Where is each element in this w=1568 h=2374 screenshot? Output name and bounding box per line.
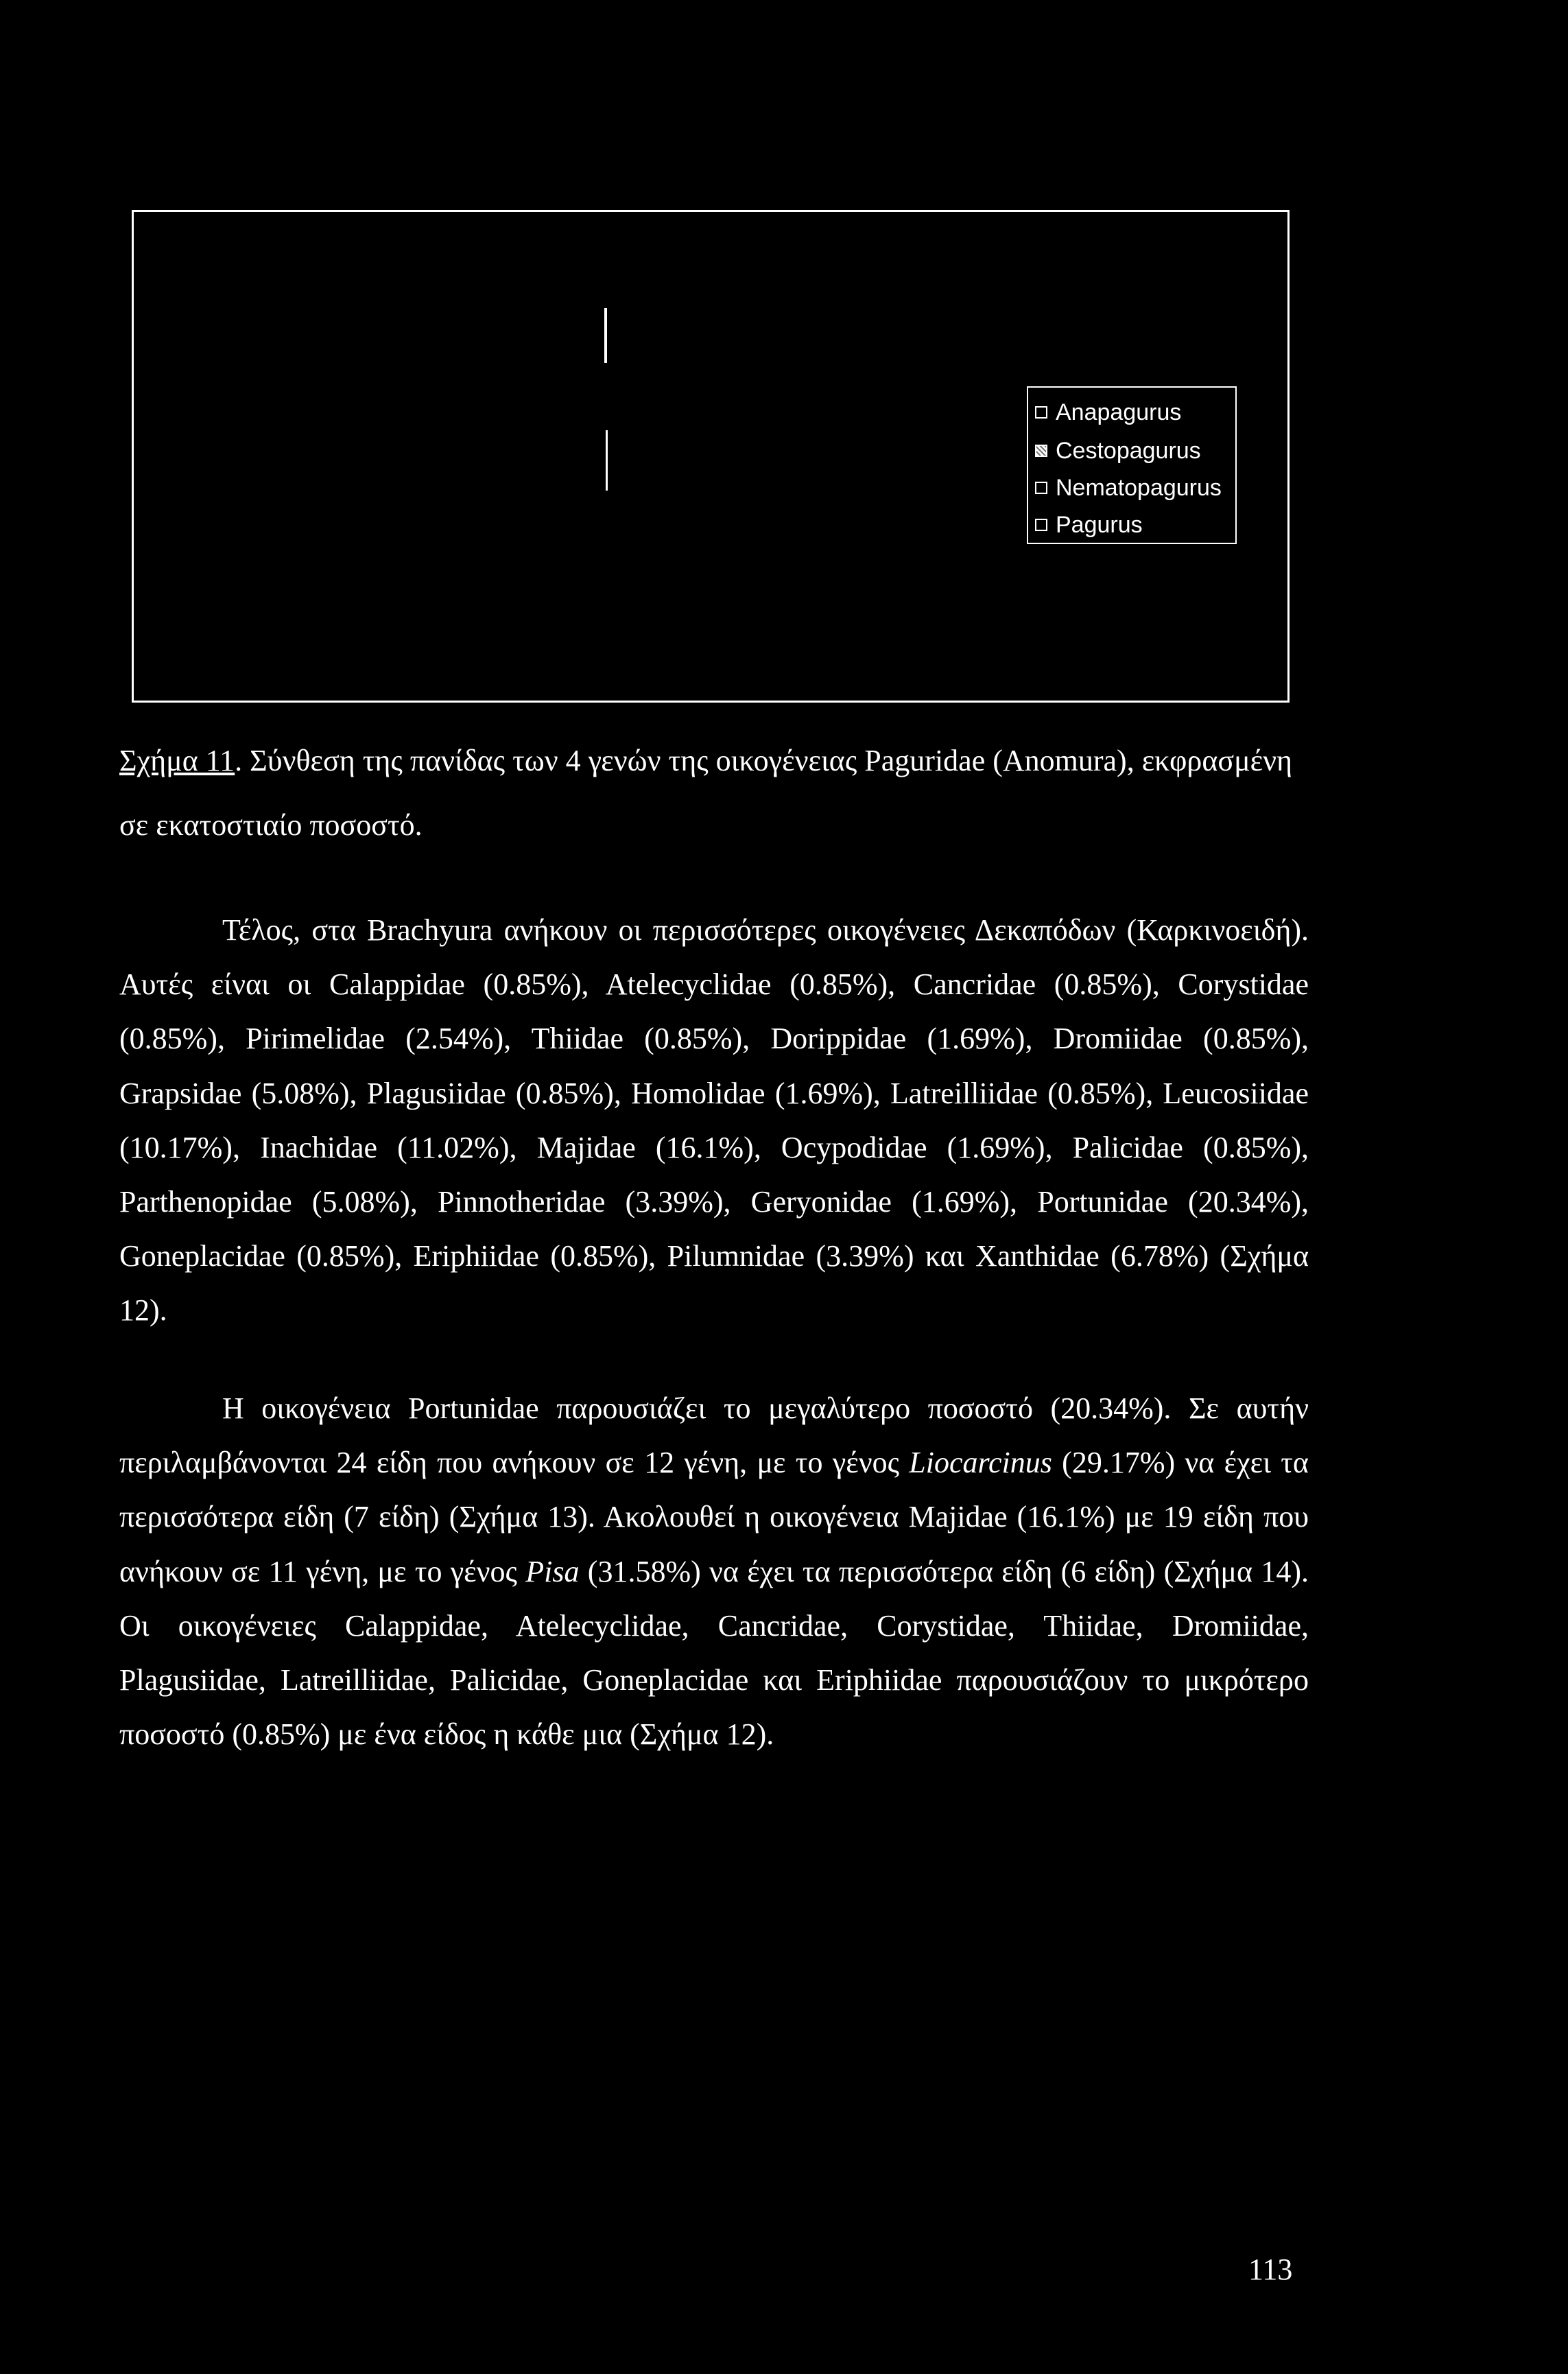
legend-swatch-icon xyxy=(1035,482,1047,494)
chart-mark-line xyxy=(604,308,607,363)
legend-item-nematopagurus xyxy=(1035,473,1222,503)
legend-item-pagurus xyxy=(1035,510,1143,540)
genus-name: Liocarcinus xyxy=(909,1446,1052,1480)
paragraph-portunidae xyxy=(119,1381,1309,1761)
legend-label: Anapagurus xyxy=(1056,399,1182,425)
legend-swatch-icon xyxy=(1035,406,1047,419)
legend-label: Cestopagurus xyxy=(1056,437,1201,464)
legend-swatch-icon xyxy=(1035,445,1047,457)
chart-mark-line xyxy=(606,430,608,491)
legend-swatch-icon xyxy=(1035,519,1047,531)
legend-item-anapagurus xyxy=(1035,397,1181,427)
legend-item-cestopagurus xyxy=(1035,436,1201,466)
legend-label: Pagurus xyxy=(1056,511,1143,538)
chart-legend xyxy=(1027,386,1237,544)
caption-text: . Σύνθεση της πανίδας των 4 γενών της οικογένειας Paguridae (Anomura), εκφρασμένη σε εκατοστιαίο ποσοστό. xyxy=(119,744,1293,842)
paragraph-families: Τέλος, στα Brachyura ανήκουν οι περισσότερες οικογένειες Δεκαπόδων (Καρκινοειδή). Αυτές είναι οι Calappidae (0.85%), Atelecyclidae (0.85%), Cancridae (0.85%), Corystidae (0.85%), Pirimelidae (2.54%), Thiidae (0.85%), Dorippidae (1.69%), Dromiidae (0.85%), Grapsidae (5.08%), Plagusiidae (0.85%), Homolidae (1.69%), Latreilliidae (0.85%), Leucosiidae (10.17%), Inachidae (11.02%), Majidae (16.1%), Ocypodidae (1.69%), Palicidae (0.85%), Parthenopidae (5.08%), Pinnotheridae (3.39%), Geryonidae (1.69%), Portunidae (20.34%), Goneplacidae (0.85%), Eriphiidae (0.85%), Pilumnidae (3.39%) και Xanthidae (6.78%) (Σχήμα 12). xyxy=(119,913,1309,1328)
paragraph-text: Η οικογένεια Portunidae παρουσιάζει το μεγαλύτερο ποσοστό (20.34%). Σε αυτήν περιλαμβάνονται 24 είδη που ανήκουν σε 12 γένη, με το γένος xyxy=(119,1391,1309,1480)
legend-label: Nematopagurus xyxy=(1056,474,1222,501)
page-number: 113 xyxy=(1248,2253,1293,2286)
paragraph-text: (29.17%) να έχει τα περισσότερα είδη (7 είδη) (Σχήμα 13). Ακολουθεί η οικογένεια Majidae (16.1%) με 19 είδη που ανήκουν σε 11 γένη, με το γένος xyxy=(119,1446,1309,1588)
paragraph-text: (31.58%) να έχει τα περισσότερα είδη (6 είδη) (Σχήμα 14). Οι οικογένειες Calappidae, Atelecyclidae, Cancridae, Corystidae, Thiidae, Dromiidae, Plagusiidae, Latreilliidae, Palicidae, Goneplacidae και Eriphiidae παρουσιάζουν το μικρότερο ποσοστό (0.85%) με ένα είδος η κάθε μια (Σχήμα 12). xyxy=(119,1554,1309,1752)
caption-label: Σχήμα 11 xyxy=(119,744,235,777)
figure-frame xyxy=(132,210,1290,703)
genus-name: Pisa xyxy=(525,1554,580,1588)
figure-caption xyxy=(119,729,1313,858)
